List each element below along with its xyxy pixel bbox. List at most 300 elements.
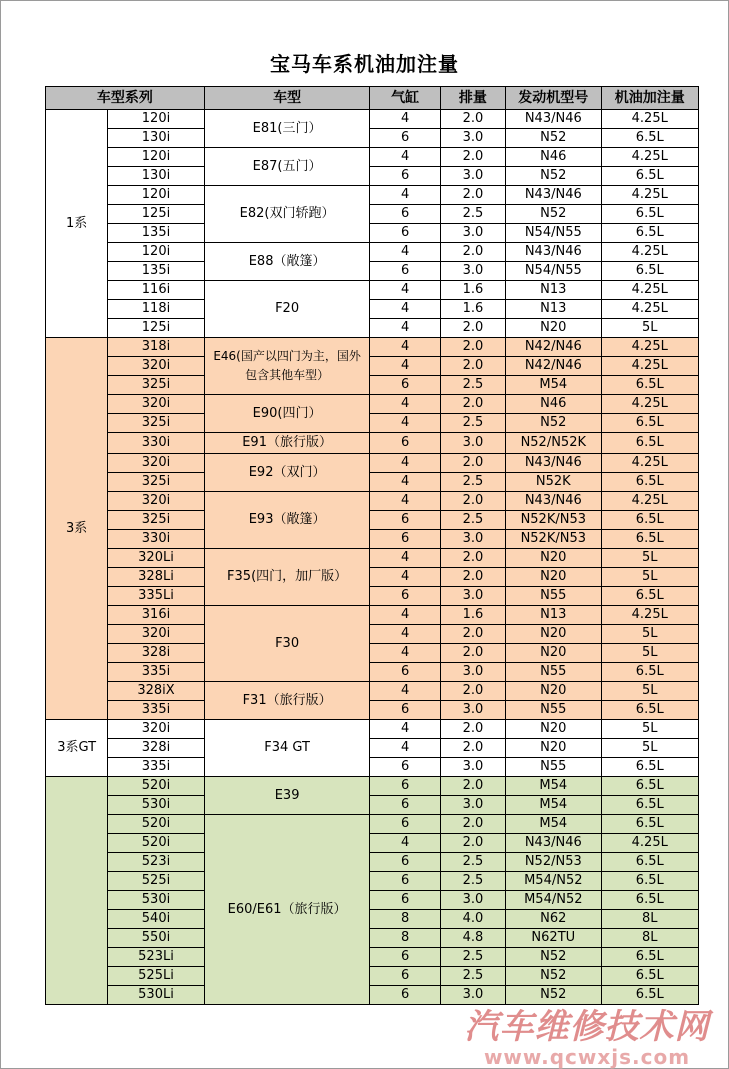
displacement-cell: 3.0 (440, 587, 505, 606)
cylinders-cell: 8 (370, 929, 440, 948)
table-row (46, 739, 699, 758)
oil-capacity-cell: 6.5L (601, 796, 698, 815)
cylinders-cell: 6 (370, 758, 440, 777)
cylinders-cell: 4 (370, 492, 440, 511)
oil-capacity-cell: 8L (601, 910, 698, 929)
variant-cell: 320Li (108, 549, 204, 568)
variant-cell: 525i (108, 872, 204, 891)
cylinders-cell: 6 (370, 511, 440, 530)
engine-cell: N52/N53 (506, 853, 601, 872)
engine-cell: M54 (506, 777, 601, 796)
table-row (46, 338, 699, 357)
table-row (46, 720, 699, 739)
cylinders-cell: 8 (370, 910, 440, 929)
table-row (46, 606, 699, 625)
table-row (46, 511, 699, 530)
oil-capacity-cell: 4.25L (601, 148, 698, 167)
cylinders-cell: 4 (370, 414, 440, 433)
displacement-cell: 3.0 (440, 796, 505, 815)
chassis-cell: E81(三门） (204, 110, 370, 148)
table-row (46, 243, 699, 262)
cylinders-cell: 4 (370, 148, 440, 167)
displacement-cell: 3.0 (440, 663, 505, 682)
chassis-cell: E39 (204, 777, 370, 815)
table-row (46, 129, 699, 148)
variant-cell: 316i (108, 606, 204, 625)
engine-cell: N52 (506, 948, 601, 967)
cylinders-cell: 6 (370, 376, 440, 395)
engine-cell: N20 (506, 682, 601, 701)
engine-cell: N13 (506, 281, 601, 300)
table-row (46, 148, 699, 167)
chassis-cell: E92（双门） (204, 454, 370, 492)
variant-cell: 530i (108, 796, 204, 815)
variant-cell: 125i (108, 319, 204, 338)
oil-capacity-cell: 4.25L (601, 110, 698, 129)
engine-cell: N20 (506, 625, 601, 644)
engine-cell: N52 (506, 167, 601, 186)
cylinders-cell: 4 (370, 720, 440, 739)
oil-capacity-cell: 5L (601, 682, 698, 701)
displacement-cell: 2.0 (440, 186, 505, 205)
displacement-cell: 2.5 (440, 414, 505, 433)
series-cell: 3系GT (46, 720, 108, 777)
oil-capacity-cell: 6.5L (601, 376, 698, 395)
oil-capacity-cell: 6.5L (601, 853, 698, 872)
displacement-cell: 2.5 (440, 511, 505, 530)
displacement-cell: 3.0 (440, 701, 505, 720)
variant-cell: 523i (108, 853, 204, 872)
variant-cell: 320i (108, 492, 204, 511)
displacement-cell: 2.0 (440, 492, 505, 511)
table-body (46, 110, 699, 1005)
displacement-cell: 3.0 (440, 167, 505, 186)
variant-cell: 520i (108, 815, 204, 834)
displacement-cell: 2.5 (440, 376, 505, 395)
oil-capacity-cell: 8L (601, 929, 698, 948)
variant-cell: 135i (108, 262, 204, 281)
variant-cell: 328i (108, 644, 204, 663)
variant-cell: 130i (108, 129, 204, 148)
variant-cell: 325i (108, 414, 204, 433)
oil-capacity-cell: 6.5L (601, 530, 698, 549)
cylinders-cell: 4 (370, 625, 440, 644)
displacement-cell: 1.6 (440, 606, 505, 625)
table-row (46, 891, 699, 910)
engine-cell: N20 (506, 739, 601, 758)
table-row (46, 910, 699, 929)
oil-capacity-cell: 6.5L (601, 663, 698, 682)
oil-capacity-cell: 6.5L (601, 511, 698, 530)
displacement-cell: 2.0 (440, 720, 505, 739)
oil-capacity-cell: 4.25L (601, 186, 698, 205)
cylinders-cell: 4 (370, 644, 440, 663)
cylinders-cell: 4 (370, 454, 440, 473)
engine-cell: N20 (506, 644, 601, 663)
oil-capacity-cell: 6.5L (601, 758, 698, 777)
cylinders-cell: 6 (370, 948, 440, 967)
oil-capacity-cell: 4.25L (601, 338, 698, 357)
oil-capacity-cell: 4.25L (601, 357, 698, 376)
chassis-cell: E60/E61（旅行版） (204, 815, 370, 1005)
oil-capacity-cell: 6.5L (601, 414, 698, 433)
table-row (46, 682, 699, 701)
cylinders-cell: 6 (370, 663, 440, 682)
engine-cell: N52K (506, 473, 601, 492)
chassis-cell: E93（敞篷） (204, 492, 370, 549)
cylinders-cell: 6 (370, 872, 440, 891)
engine-cell: N52 (506, 205, 601, 224)
table-row (46, 454, 699, 473)
variant-cell: 118i (108, 300, 204, 319)
engine-cell: N54/N55 (506, 224, 601, 243)
table-row (46, 492, 699, 511)
cylinders-cell: 4 (370, 243, 440, 262)
cylinders-cell: 6 (370, 224, 440, 243)
cylinders-cell: 4 (370, 473, 440, 492)
cylinders-cell: 4 (370, 682, 440, 701)
variant-cell: 320i (108, 720, 204, 739)
variant-cell: 540i (108, 910, 204, 929)
chassis-cell: E90(四门） (204, 395, 370, 433)
page-title: 宝马车系机油加注量 (270, 52, 459, 76)
engine-cell: N42/N46 (506, 338, 601, 357)
displacement-cell: 3.0 (440, 891, 505, 910)
engine-cell: N52 (506, 986, 601, 1005)
variant-cell: 523Li (108, 948, 204, 967)
cylinders-cell: 6 (370, 530, 440, 549)
engine-cell: N42/N46 (506, 357, 601, 376)
displacement-cell: 2.0 (440, 777, 505, 796)
header-series: 车型系列 (46, 87, 205, 110)
table-header-row (46, 87, 699, 110)
cylinders-cell: 6 (370, 129, 440, 148)
oil-capacity-cell: 6.5L (601, 986, 698, 1005)
engine-cell: N43/N46 (506, 110, 601, 129)
engine-cell: N20 (506, 720, 601, 739)
engine-cell: M54/N52 (506, 891, 601, 910)
table-row (46, 644, 699, 663)
table-row (46, 395, 699, 414)
chassis-cell: E82(双门轿跑） (204, 186, 370, 243)
table-row (46, 834, 699, 853)
watermark-url: www.qcwxjs.com (483, 1045, 691, 1069)
variant-cell: 325i (108, 473, 204, 492)
oil-capacity-cell: 5L (601, 720, 698, 739)
engine-cell: N55 (506, 663, 601, 682)
displacement-cell: 3.0 (440, 129, 505, 148)
displacement-cell: 3.0 (440, 758, 505, 777)
oil-capacity-cell: 6.5L (601, 815, 698, 834)
series-cell: 3系 (46, 338, 108, 720)
cylinders-cell: 6 (370, 853, 440, 872)
oil-capacity-cell: 6.5L (601, 205, 698, 224)
engine-cell: M54 (506, 376, 601, 395)
cylinders-cell: 6 (370, 205, 440, 224)
variant-cell: 550i (108, 929, 204, 948)
displacement-cell: 2.5 (440, 205, 505, 224)
table-row (46, 186, 699, 205)
table-row (46, 625, 699, 644)
oil-capacity-cell: 6.5L (601, 473, 698, 492)
displacement-cell: 2.0 (440, 395, 505, 414)
cylinders-cell: 4 (370, 834, 440, 853)
variant-cell: 330i (108, 530, 204, 549)
variant-cell: 328iX (108, 682, 204, 701)
oil-capacity-cell: 4.25L (601, 454, 698, 473)
table-row (46, 530, 699, 549)
oil-capacity-cell: 4.25L (601, 281, 698, 300)
cylinders-cell: 6 (370, 891, 440, 910)
variant-cell: 320i (108, 454, 204, 473)
oil-capacity-cell: 6.5L (601, 891, 698, 910)
oil-capacity-cell: 6.5L (601, 129, 698, 148)
oil-capacity-cell: 5L (601, 568, 698, 587)
displacement-cell: 2.0 (440, 357, 505, 376)
table-row (46, 262, 699, 281)
cylinders-cell: 6 (370, 262, 440, 281)
table-row (46, 224, 699, 243)
table-row (46, 587, 699, 606)
chassis-cell: E91（旅行版） (204, 433, 370, 454)
engine-cell: N62TU (506, 929, 601, 948)
variant-cell: 325i (108, 376, 204, 395)
variant-cell: 130i (108, 167, 204, 186)
table-row (46, 872, 699, 891)
table-row (46, 281, 699, 300)
table-row (46, 110, 699, 129)
oil-capacity-cell: 6.5L (601, 872, 698, 891)
engine-cell: N43/N46 (506, 243, 601, 262)
displacement-cell: 2.0 (440, 319, 505, 338)
variant-cell: 335i (108, 758, 204, 777)
table-row (46, 815, 699, 834)
table-row (46, 473, 699, 492)
chassis-cell: F35(四门，加厂版） (204, 549, 370, 606)
displacement-cell: 2.5 (440, 948, 505, 967)
displacement-cell: 1.6 (440, 281, 505, 300)
chassis-cell: E46(国产以四门为主，国外包含其他车型） (204, 338, 370, 395)
table-row (46, 853, 699, 872)
variant-cell: 135i (108, 224, 204, 243)
engine-cell: N54/N55 (506, 262, 601, 281)
table-row (46, 948, 699, 967)
oil-capacity-cell: 5L (601, 319, 698, 338)
displacement-cell: 3.0 (440, 262, 505, 281)
oil-capacity-cell: 4.25L (601, 395, 698, 414)
engine-cell: N52 (506, 414, 601, 433)
engine-cell: N46 (506, 395, 601, 414)
displacement-cell: 4.0 (440, 910, 505, 929)
displacement-cell: 2.0 (440, 110, 505, 129)
displacement-cell: 2.0 (440, 243, 505, 262)
chassis-cell: F30 (204, 606, 370, 682)
engine-cell: M54/N52 (506, 872, 601, 891)
table-row (46, 205, 699, 224)
table-row (46, 568, 699, 587)
engine-cell: N46 (506, 148, 601, 167)
displacement-cell: 2.5 (440, 473, 505, 492)
chassis-cell: F34 GT (204, 720, 370, 777)
displacement-cell: 3.0 (440, 224, 505, 243)
cylinders-cell: 6 (370, 167, 440, 186)
engine-cell: N52 (506, 129, 601, 148)
engine-cell: N55 (506, 587, 601, 606)
cylinders-cell: 4 (370, 319, 440, 338)
engine-cell: N20 (506, 319, 601, 338)
cylinders-cell: 6 (370, 587, 440, 606)
engine-cell: M54 (506, 815, 601, 834)
engine-cell: N62 (506, 910, 601, 929)
oil-capacity-cell: 6.5L (601, 167, 698, 186)
engine-cell: N55 (506, 758, 601, 777)
displacement-cell: 2.5 (440, 853, 505, 872)
table-row (46, 701, 699, 720)
oil-capacity-table (45, 86, 699, 1005)
displacement-cell: 3.0 (440, 530, 505, 549)
oil-capacity-cell: 5L (601, 739, 698, 758)
cylinders-cell: 6 (370, 815, 440, 834)
oil-capacity-cell: 6.5L (601, 701, 698, 720)
displacement-cell: 2.0 (440, 815, 505, 834)
displacement-cell: 4.8 (440, 929, 505, 948)
variant-cell: 335i (108, 701, 204, 720)
oil-capacity-cell: 6.5L (601, 948, 698, 967)
table-row (46, 376, 699, 395)
displacement-cell: 3.0 (440, 986, 505, 1005)
oil-capacity-cell: 4.25L (601, 606, 698, 625)
table-row (46, 796, 699, 815)
displacement-cell: 2.0 (440, 682, 505, 701)
cylinders-cell: 6 (370, 433, 440, 454)
table-row (46, 663, 699, 682)
cylinders-cell: 4 (370, 606, 440, 625)
variant-cell: 525Li (108, 967, 204, 986)
engine-cell: N20 (506, 568, 601, 587)
cylinders-cell: 6 (370, 986, 440, 1005)
displacement-cell: 2.5 (440, 872, 505, 891)
table-row (46, 967, 699, 986)
variant-cell: 320i (108, 395, 204, 414)
variant-cell: 328i (108, 739, 204, 758)
displacement-cell: 2.0 (440, 549, 505, 568)
oil-capacity-cell: 5L (601, 644, 698, 663)
table-row (46, 319, 699, 338)
cylinders-cell: 6 (370, 777, 440, 796)
engine-cell: N43/N46 (506, 454, 601, 473)
oil-capacity-cell: 5L (601, 625, 698, 644)
engine-cell: N13 (506, 300, 601, 319)
variant-cell: 116i (108, 281, 204, 300)
variant-cell: 120i (108, 148, 204, 167)
header-oil-capacity: 机油加注量 (601, 87, 698, 110)
displacement-cell: 2.0 (440, 338, 505, 357)
variant-cell: 530Li (108, 986, 204, 1005)
oil-capacity-cell: 6.5L (601, 224, 698, 243)
table-row (46, 167, 699, 186)
variant-cell: 330i (108, 433, 204, 454)
variant-cell: 320i (108, 357, 204, 376)
oil-capacity-cell: 4.25L (601, 834, 698, 853)
cylinders-cell: 6 (370, 796, 440, 815)
engine-cell: N43/N46 (506, 186, 601, 205)
cylinders-cell: 4 (370, 395, 440, 414)
variant-cell: 328Li (108, 568, 204, 587)
variant-cell: 335Li (108, 587, 204, 606)
table-row (46, 300, 699, 319)
variant-cell: 318i (108, 338, 204, 357)
table-row (46, 777, 699, 796)
variant-cell: 120i (108, 243, 204, 262)
variant-cell: 530i (108, 891, 204, 910)
engine-cell: N55 (506, 701, 601, 720)
header-engine: 发动机型号 (506, 87, 601, 110)
header-displacement: 排量 (440, 87, 505, 110)
displacement-cell: 2.5 (440, 967, 505, 986)
table-row (46, 414, 699, 433)
cylinders-cell: 4 (370, 549, 440, 568)
engine-cell: N13 (506, 606, 601, 625)
engine-cell: N52/N52K (506, 433, 601, 454)
cylinders-cell: 6 (370, 701, 440, 720)
engine-cell: N43/N46 (506, 492, 601, 511)
engine-cell: N52 (506, 967, 601, 986)
oil-capacity-cell: 4.25L (601, 492, 698, 511)
series-cell: 1系 (46, 110, 108, 338)
cylinders-cell: 4 (370, 300, 440, 319)
oil-capacity-cell: 6.5L (601, 587, 698, 606)
variant-cell: 120i (108, 186, 204, 205)
variant-cell: 520i (108, 777, 204, 796)
table-row (46, 433, 699, 454)
oil-capacity-cell: 6.5L (601, 967, 698, 986)
cylinders-cell: 6 (370, 967, 440, 986)
chassis-cell: E87(五门） (204, 148, 370, 186)
oil-capacity-cell: 4.25L (601, 300, 698, 319)
displacement-cell: 2.0 (440, 148, 505, 167)
displacement-cell: 2.0 (440, 644, 505, 663)
oil-capacity-cell: 4.25L (601, 243, 698, 262)
engine-cell: M54 (506, 796, 601, 815)
cylinders-cell: 4 (370, 281, 440, 300)
series-cell (46, 777, 108, 1005)
cylinders-cell: 4 (370, 110, 440, 129)
table-row (46, 986, 699, 1005)
displacement-cell: 2.0 (440, 625, 505, 644)
engine-cell: N52K/N53 (506, 530, 601, 549)
cylinders-cell: 4 (370, 739, 440, 758)
header-chassis: 车型 (204, 87, 370, 110)
table-row (46, 929, 699, 948)
cylinders-cell: 4 (370, 568, 440, 587)
table-row (46, 357, 699, 376)
displacement-cell: 2.0 (440, 834, 505, 853)
displacement-cell: 3.0 (440, 433, 505, 454)
chassis-cell: F20 (204, 281, 370, 338)
engine-cell: N20 (506, 549, 601, 568)
displacement-cell: 1.6 (440, 300, 505, 319)
chassis-cell: F31（旅行版） (204, 682, 370, 720)
variant-cell: 520i (108, 834, 204, 853)
oil-capacity-cell: 6.5L (601, 262, 698, 281)
displacement-cell: 2.0 (440, 568, 505, 587)
variant-cell: 120i (108, 110, 204, 129)
cylinders-cell: 4 (370, 357, 440, 376)
chassis-cell: E88（敞篷） (204, 243, 370, 281)
cylinders-cell: 4 (370, 338, 440, 357)
watermark-text: 汽车维修技术网 (464, 1007, 710, 1047)
displacement-cell: 2.0 (440, 739, 505, 758)
